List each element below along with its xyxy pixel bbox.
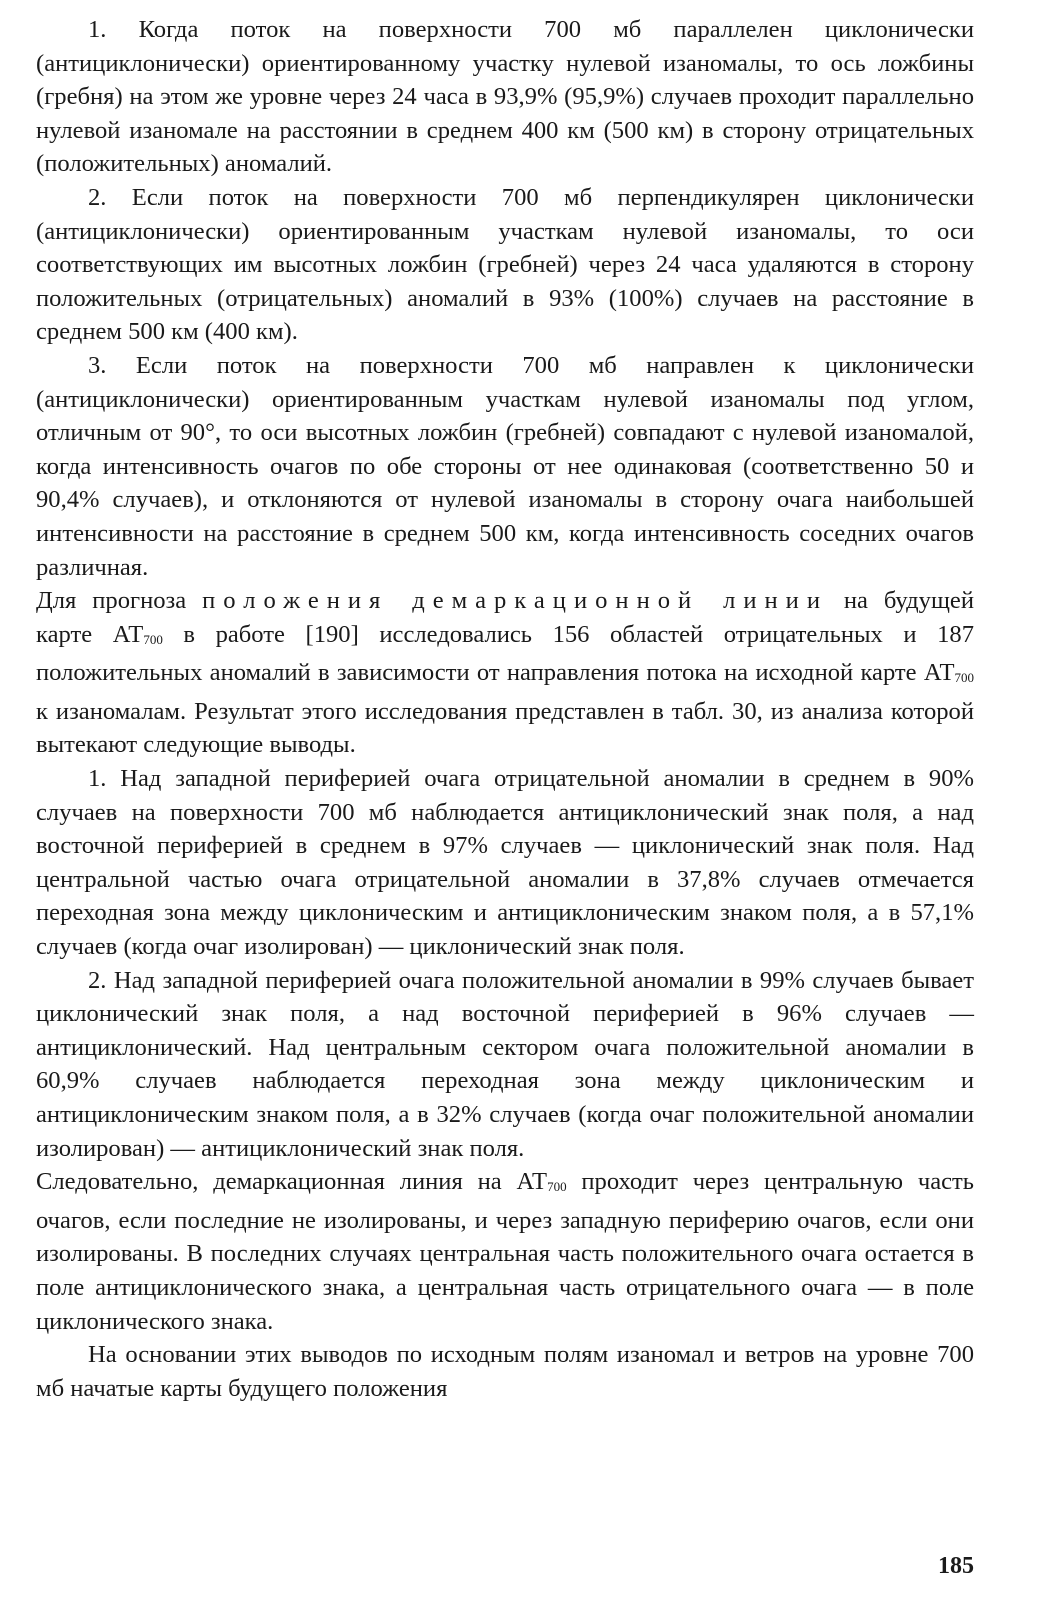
- intro-text-part-1: на будущей карте АТ: [36, 587, 974, 648]
- paragraph-final-partial: На основании этих выводов по исходным полям изаномал и ветров на уровне 700 мб начатые карты будущего положения: [36, 1341, 974, 1402]
- summary-text-part-2: проходит через центральную часть очагов, если последние не изолированы, и через западную периферию очагов, если они изолированы. В последних случаях центральная часть положительного очага остается в поле антициклонического знака, а центральная часть отрицательного очага — в поле циклонического знака.: [36, 1168, 975, 1335]
- book-page: [36, 0, 974, 1600]
- intro-lead-text: Для прогноза: [36, 587, 203, 615]
- spaced-emphasis-text: положения демаркационной линии: [202, 587, 828, 615]
- intro-text-part-2: в работе [190] исследовались 156 областей отрицательных и 187 положительных аномалий в зависимости от направления потока на исходной карте АТ: [36, 620, 974, 687]
- paragraph-positive-anomaly-conclusion: 2. Над западной периферией очага положительной аномалии в 99% случаев бывает циклонический знак поля, а над восточной периферией в 96% случаев — антициклонический. Над центральным сектором очага положительной аномалии в 60,9% случаев наблюдается переходная зона между циклоническим и антициклоническим знаком поля, а в 32% случаев (когда очаг положительной аномалии изолирован) — антициклонический знак поля.: [36, 966, 974, 1162]
- paragraph-summary: [36, 1165, 974, 1338]
- paragraph-conclusion-3-flow-angle: 3. Если поток на поверхности 700 мб направлен к циклонически (антициклонически) ориентированным участкам нулевой изаномалы под углом, отличным от 90°, то оси высотных ложбин (гребней) совпадают с нулевой изаномалой, когда интенсивность очагов по обе стороны от нее одинаковая (соответственно 50 и 90,4% случаев), и отклоняются от нулевой изаномалы в сторону очага наибольшей интенсивности на расстояние в среднем 500 км, когда интенсивность соседних очагов различная.: [36, 351, 974, 581]
- paragraph-conclusion-1-flow-parallel: 1. Когда поток на поверхности 700 мб параллелен циклонически (антициклонически) ориентированному участку нулевой изаномалы, то ось ложбины (гребня) на этом же уровне через 24 часа в 93,9% (95,9%) случаев проходит параллельно нулевой изаномале на расстоянии в среднем 400 км (500 км) в сторону отрицательных (положительных) аномалий.: [36, 16, 974, 178]
- summary-text-part-1: Следовательно, демаркационная линия на АТ: [36, 1168, 548, 1196]
- subscript-700: 700: [143, 631, 163, 647]
- intro-text-part-3: к изаномалам. Результат этого исследования представлен в табл. 30, из анализа которой вытекают следующие выводы.: [36, 697, 974, 759]
- body-text: [36, 0, 974, 1405]
- subscript-700: 700: [954, 670, 974, 686]
- subscript-700: 700: [547, 1179, 567, 1195]
- page-number: 185: [938, 1553, 974, 1579]
- paragraph-negative-anomaly-conclusion: 1. Над западной периферией очага отрицательной аномалии в среднем в 90% случаев на поверхности 700 мб наблюдается антициклонический знак поля, а над восточной периферией в среднем в 97% случаев — циклонический знак поля. Над центральной частью очага отрицательной аномалии в 37,8% случаев отмечается переходная зона между циклоническим и антициклоническим знаком поля, а в 57,1% случаев (когда очаг изолирован) — циклонический знак поля.: [36, 765, 974, 961]
- paragraph-demarcation-line-intro: [36, 584, 974, 762]
- paragraph-conclusion-2-flow-perpendicular: 2. Если поток на поверхности 700 мб перпендикулярен циклонически (антициклонически) ориентированным участкам нулевой изаномалы, то оси соответствующих им высотных ложбин (гребней) через 24 часа удаляются в сторону положительных (отрицательных) аномалий в 93% (100%) случаев на расстояние в среднем 500 км (400 км).: [36, 183, 974, 346]
